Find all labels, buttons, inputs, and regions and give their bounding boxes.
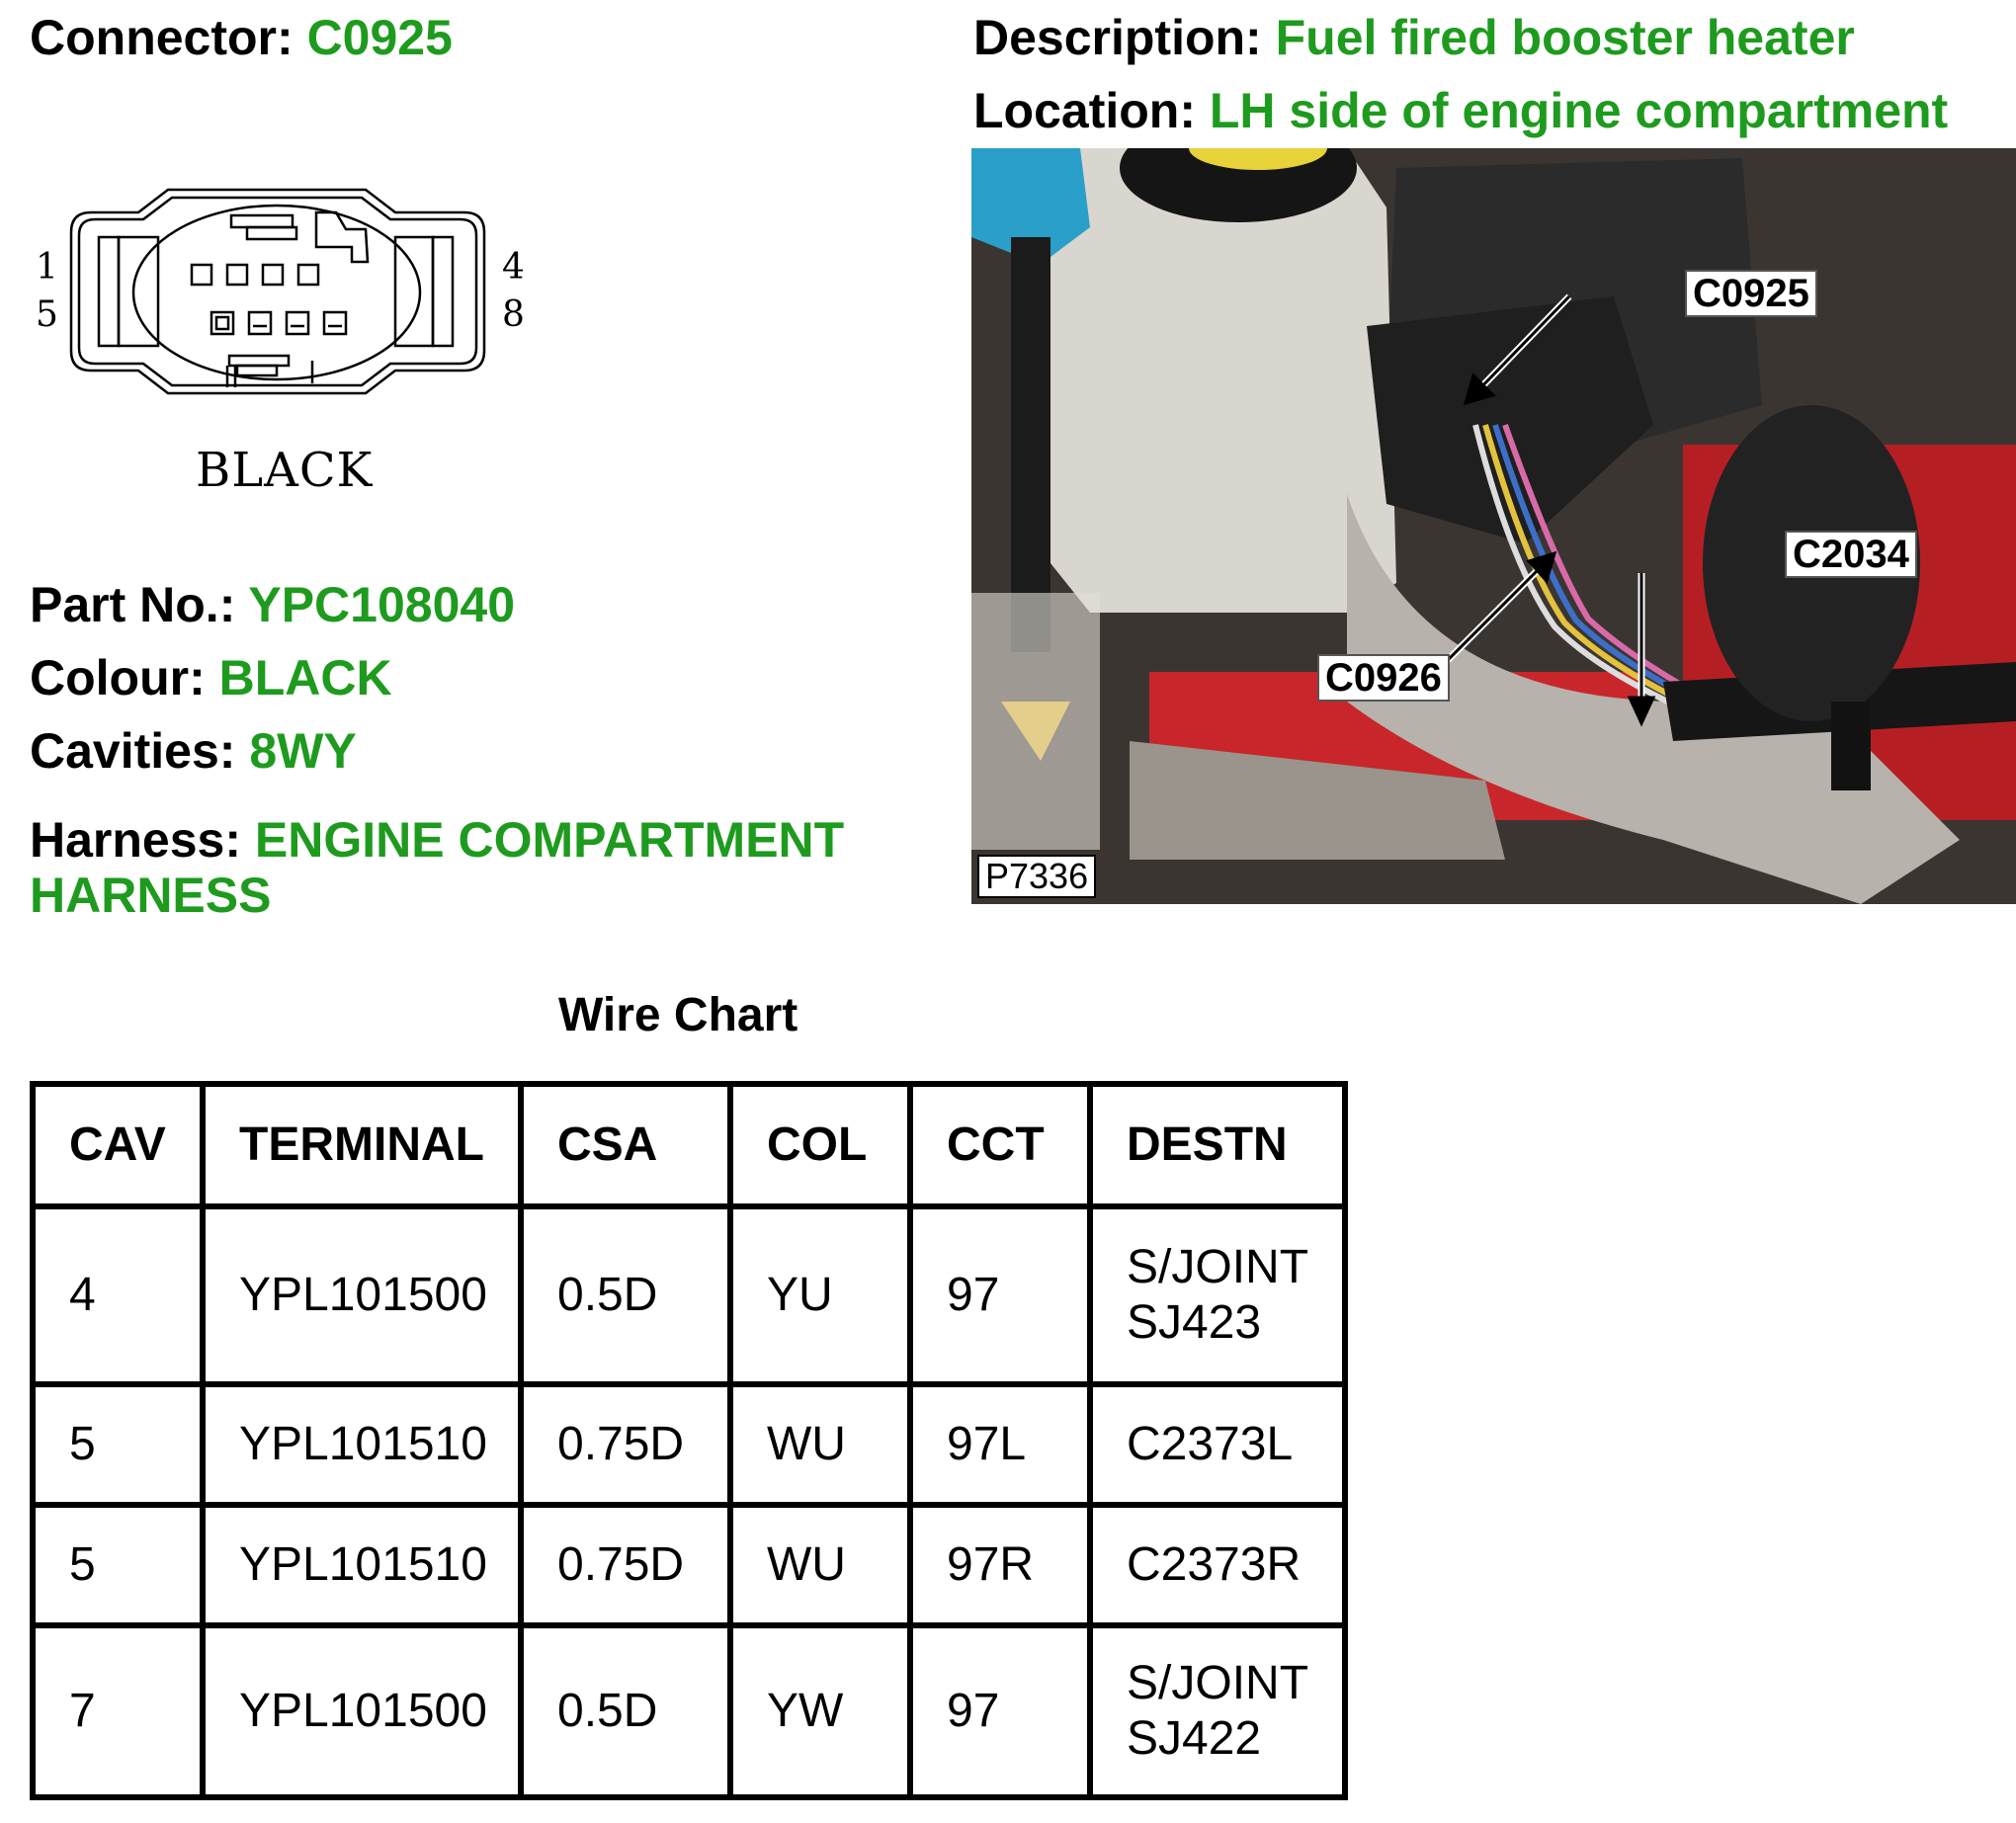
harness-label: Harness: [30, 812, 241, 868]
cavities-label: Cavities: [30, 723, 236, 779]
cell-cav: 7 [33, 1625, 203, 1797]
column-header-col: COL [730, 1084, 910, 1206]
description-value: Fuel fired booster heater [1275, 10, 1855, 65]
pin-label-1: 1 [36, 247, 58, 288]
location-label: Location: [973, 83, 1196, 138]
connector-colour-caption: BLACK [196, 443, 374, 498]
destn-line: S/JOINT [1127, 1241, 1309, 1293]
part-no-label: Part No.: [30, 577, 236, 632]
callout-c0926: C0926 [1317, 654, 1450, 702]
cell-cct: 97L [910, 1384, 1090, 1505]
photo-id-label: P7336 [977, 855, 1096, 898]
location-photo [971, 148, 2016, 904]
cell-cav: 5 [33, 1505, 203, 1625]
part-no-field [30, 577, 515, 632]
column-header-destn: DESTN [1090, 1084, 1345, 1206]
cell-terminal: YPL101500 [203, 1625, 521, 1797]
cavities-value: 8WY [249, 723, 357, 779]
callout-c0925: C0925 [1685, 270, 1817, 317]
harness-value: ENGINE COMPARTMENT HARNESS [30, 812, 845, 923]
description-label: Description: [973, 10, 1262, 65]
cell-cav: 4 [33, 1206, 203, 1384]
column-header-csa: CSA [521, 1084, 730, 1206]
connector-label: Connector: [30, 10, 294, 65]
destn-line: C2373L [1127, 1418, 1294, 1470]
cell-csa: 0.5D [521, 1206, 730, 1384]
location-value: LH side of engine compartment [1209, 83, 1949, 138]
cell-col: WU [730, 1505, 910, 1625]
cell-csa: 0.5D [521, 1625, 730, 1797]
destn-line: C2373R [1127, 1538, 1302, 1591]
pin-label-8: 8 [502, 294, 525, 335]
cell-csa: 0.75D [521, 1384, 730, 1505]
column-header-cct: CCT [910, 1084, 1090, 1206]
cell-col: WU [730, 1384, 910, 1505]
connector-value: C0925 [306, 10, 453, 65]
location-field [973, 83, 1948, 138]
colour-field [30, 650, 392, 705]
cell-csa: 0.75D [521, 1505, 730, 1625]
cell-terminal: YPL101500 [203, 1206, 521, 1384]
callout-c2034: C2034 [1785, 531, 1917, 578]
description-field [973, 10, 1855, 65]
colour-value: BLACK [218, 650, 392, 705]
cell-col: YU [730, 1206, 910, 1384]
colour-label: Colour: [30, 650, 206, 705]
cell-destn [1090, 1505, 1345, 1625]
pin-label-5: 5 [36, 294, 58, 335]
cell-cct: 97 [910, 1625, 1090, 1797]
cell-cct: 97R [910, 1505, 1090, 1625]
table-row [33, 1625, 1345, 1797]
destn-line: SJ422 [1127, 1712, 1262, 1765]
connector-field [30, 10, 453, 65]
cavities-field [30, 723, 357, 779]
wire-chart-title: Wire Chart [558, 989, 798, 1041]
cell-destn [1090, 1384, 1345, 1505]
cell-terminal: YPL101510 [203, 1505, 521, 1625]
wire-chart-table [30, 1081, 1348, 1800]
cell-col: YW [730, 1625, 910, 1797]
table-row [33, 1505, 1345, 1625]
harness-field [30, 812, 919, 923]
column-header-cav: CAV [33, 1084, 203, 1206]
photo-illustration [971, 148, 2016, 904]
cell-destn [1090, 1206, 1345, 1384]
table-row [33, 1384, 1345, 1505]
table-header-row [33, 1084, 1345, 1206]
cell-terminal: YPL101510 [203, 1384, 521, 1505]
destn-line: SJ423 [1127, 1296, 1262, 1349]
column-header-terminal: TERMINAL [203, 1084, 521, 1206]
cell-destn [1090, 1625, 1345, 1797]
pin-label-4: 4 [502, 247, 525, 288]
part-no-value: YPC108040 [248, 577, 516, 632]
table-row [33, 1206, 1345, 1384]
destn-line: S/JOINT [1127, 1657, 1309, 1709]
cell-cav: 5 [33, 1384, 203, 1505]
cell-cct: 97 [910, 1206, 1090, 1384]
